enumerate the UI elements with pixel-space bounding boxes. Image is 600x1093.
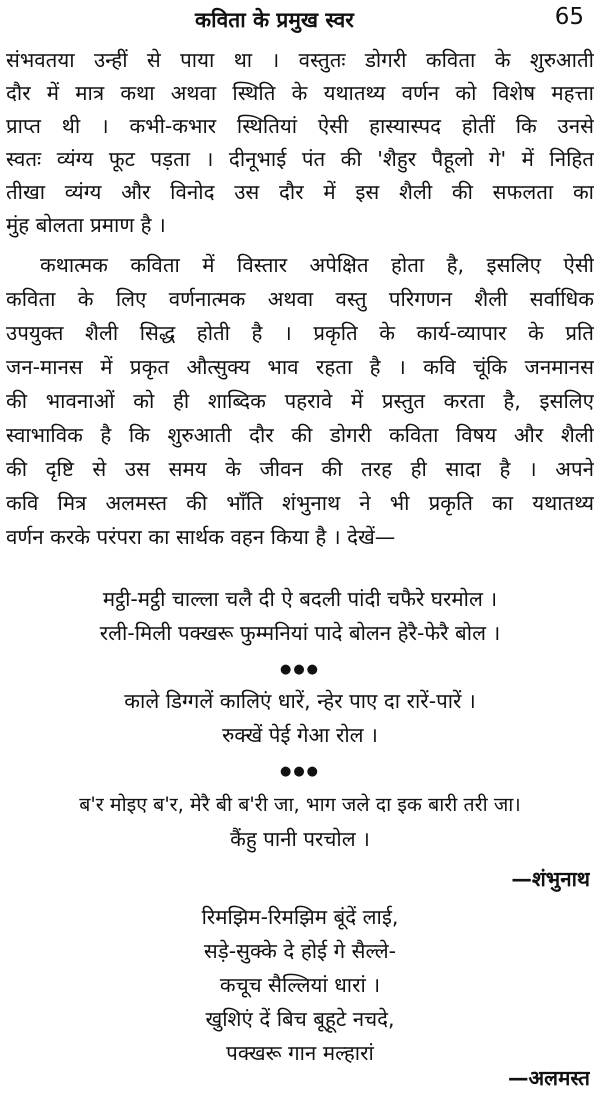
verse-line: ब'र मोइए ब'र, मेरै बी ब'री जा, भाग जले दा इक बारी तरी जा। xyxy=(79,793,521,816)
paragraph-line: दौर में मात्र कथा अथवा स्थिति के यथातथ्य वर्णन को विशेष महत्ता xyxy=(6,81,594,105)
running-title: कविता के प्रमुख स्वर xyxy=(195,8,354,32)
verse-line: खुशिएं दें बिच बूहूटे नचदे, xyxy=(205,1007,395,1031)
section-separator: ●●● xyxy=(279,662,321,677)
verse-line: कैंहु पानी परचोल । xyxy=(230,827,370,851)
paragraph-line: स्वाभाविक है कि शुरुआती दौर की डोगरी कविता विषय और शैली xyxy=(6,423,594,447)
paragraph-line: कवि मित्र अलमस्त की भाँति शंभुनाथ ने भी प्रकृति का यथातथ्य xyxy=(6,491,594,515)
attribution: —अलमस्त xyxy=(508,1066,590,1090)
paragraph-line: उपयुक्त शैली सिद्ध होती है । प्रकृति के कार्य-व्यापार के प्रति xyxy=(6,321,594,345)
paragraph-line: तीखा व्यंग्य और विनोद उस दौर में इस शैली की सफलता का xyxy=(6,180,594,204)
attribution: —शंभुनाथ xyxy=(511,867,590,891)
paragraph-line: की दृष्टि से उस समय के जीवन की तरह ही सादा है । अपने xyxy=(6,457,594,481)
verse-line: मट्ठी-मट्ठी चाल्ला चलै दी ऐ बदली पांदी चफैरे घरमोल । xyxy=(102,587,498,611)
paragraph-line: मुंह बोलता प्रमाण है । xyxy=(6,213,166,237)
paragraph-line: कथात्मक कविता में विस्तार अपेक्षित होता है, इसलिए ऐसी xyxy=(40,253,594,277)
paragraph-line: संभवतया उन्हीं से पाया था । वस्तुतः डोगरी कविता के शुरुआती xyxy=(6,48,594,72)
paragraph-line: स्वतः व्यंग्य फूट पड़ता । दीनूभाई पंत की 'शैहुर पैहूलो गे' में निहित xyxy=(6,147,594,171)
paragraph-line: वर्णन करके परंपरा का सार्थक वहन किया है । देखें— xyxy=(6,525,396,549)
page-header xyxy=(0,2,600,42)
paragraph-line: प्राप्त थी । कभी-कभार स्थितियां ऐसी हास्यास्पद होतीं कि उनसे xyxy=(6,114,594,138)
paragraph-line: की भावनाओं को ही शाब्दिक पहरावे में प्रस्तुत करता है, इसलिए xyxy=(6,389,594,413)
verse-line: रली-मिली पक्खरू फुम्मनियां पादे बोलन हेरै-फेरै बोल । xyxy=(99,621,501,645)
section-separator: ●●● xyxy=(279,764,321,779)
verse-line: कचूच सैल्लियां धारां । xyxy=(219,973,381,997)
verse-line: रिमझिम-रिमझिम बूंदें लाई, xyxy=(201,905,399,929)
verse-line: काले डिग्गलें कालिएं धारें, न्हेर पाए दा रारें-पारें । xyxy=(124,689,476,713)
paragraph-line: जन-मानस में प्रकृत औत्सुक्य भाव रहता है । कवि चूंकि जनमानस xyxy=(6,355,594,379)
verse-line: पक्खरू गान मल्हारां xyxy=(226,1041,374,1065)
page-number: 65 xyxy=(554,4,584,30)
paragraph-line: कविता के लिए वर्णनात्मक अथवा वस्तु परिगणन शैली सर्वाधिक xyxy=(6,287,594,311)
verse-line: रुक्खें पेई गेआ रोल । xyxy=(222,723,378,747)
verse-line: सड़े-सुक्के दे होई गे सैल्ले- xyxy=(203,939,397,963)
